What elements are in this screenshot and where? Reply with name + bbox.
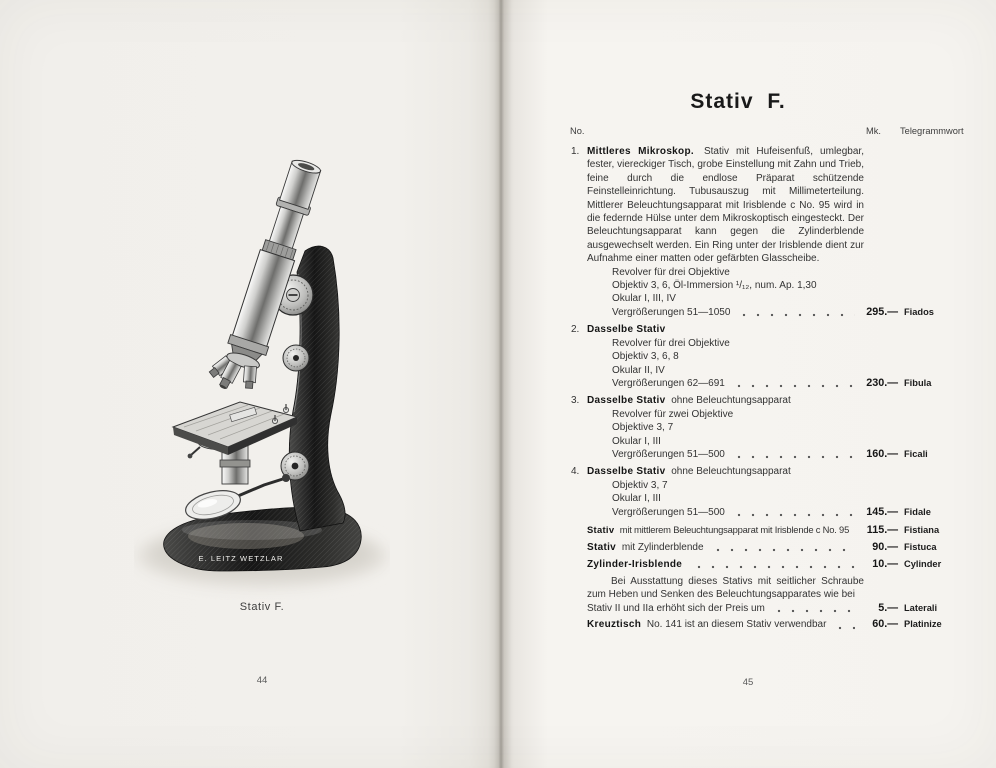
entry-lead: Stativ — [587, 523, 615, 535]
price-value: 90.— — [872, 540, 898, 553]
price-value: 160.— — [866, 447, 898, 460]
price-label — [587, 558, 685, 571]
item-lead: Dasselbe Stativ — [587, 324, 666, 336]
item-lead: Dasselbe Stativ — [587, 466, 666, 478]
item-number: 2. — [571, 324, 580, 336]
spec-line: Okular I, III — [612, 493, 661, 505]
dot-leader — [831, 622, 855, 632]
spec-line: Revolver für drei Objektive — [612, 266, 730, 278]
price-row — [587, 618, 966, 631]
spec-line: Revolver für drei Objektive — [612, 337, 730, 349]
spec-line: Objektiv 3, 6, Öl-Immersion ¹/₁₂, num. Ap. 1,30 — [612, 280, 817, 292]
telegram-word: Fistiana — [904, 524, 940, 535]
price-value: 10.— — [872, 557, 898, 570]
price-value: 60.— — [872, 618, 898, 631]
price-row — [612, 448, 966, 461]
dot-leader — [770, 605, 855, 615]
price-value: 230.— — [866, 376, 898, 389]
catalog-entry — [570, 145, 966, 319]
price-value: 115.— — [866, 523, 898, 536]
figure-caption: Stativ F. — [239, 601, 285, 613]
telegram-word: Platinize — [904, 619, 942, 630]
telegram-word: Ficali — [904, 448, 928, 459]
telegram-word: Fistuca — [904, 541, 937, 552]
pinion-knob — [283, 345, 309, 371]
item-lead: Dasselbe Stativ — [587, 395, 666, 407]
price-row — [587, 523, 966, 537]
price-row — [587, 558, 966, 571]
column-header-no: No. — [570, 126, 585, 136]
price-label: Vergrößerungen 62—691 — [612, 377, 725, 389]
column-header-telegram: Telegrammwort — [900, 126, 964, 136]
catalog-entry — [570, 523, 966, 537]
item-specs — [612, 266, 966, 306]
page-number-left: 44 — [256, 675, 268, 686]
dot-leader — [709, 544, 855, 554]
note-paragraph: Bei Ausstattung dieses Stativs mit seitlicher Schraube zum Heben und Senken des Beleuchtungsapparates wie bei — [587, 575, 864, 601]
item-number: 4. — [571, 466, 580, 478]
price-value: 145.— — [866, 505, 898, 518]
spec-line: Okular I, III, IV — [612, 293, 676, 305]
catalog-entries — [570, 145, 966, 635]
item-number: 1. — [571, 146, 580, 157]
price-label: Stativ II und IIa erhöht sich der Preis um — [587, 602, 765, 614]
price-row — [612, 377, 966, 390]
price-label: Vergrößerungen 51—500 — [612, 506, 725, 518]
price-row — [587, 541, 966, 554]
dot-leader — [735, 309, 855, 319]
price-label: Stativ mit Zylinderblende — [587, 541, 704, 553]
spec-line: Objektiv 3, 6, 8 — [612, 351, 679, 363]
price-row — [612, 306, 966, 319]
dot-leader — [730, 451, 855, 461]
entry-lead: Kreuztisch — [587, 619, 642, 631]
spec-line: Revolver für zwei Objektive — [612, 408, 734, 420]
dot-leader — [730, 380, 855, 390]
dot-leader — [690, 561, 855, 571]
dot-leader — [851, 527, 858, 537]
price-label: Vergrößerungen 51—500 — [612, 448, 725, 460]
page-number-right: 45 — [742, 677, 754, 688]
item-specs — [612, 337, 966, 377]
item-number: 3. — [571, 395, 580, 407]
telegram-word: Fiados — [904, 306, 934, 317]
item-heading: Dasselbe Stativ ohne Beleuchtungsapparat — [587, 466, 791, 478]
telegram-word: Laterali — [904, 602, 938, 613]
dot-leader — [730, 509, 855, 519]
price-row — [587, 602, 966, 615]
microscope-illustration — [134, 144, 390, 600]
objective-right — [243, 366, 257, 389]
base-label: E. LEITZ WETZLAR — [198, 554, 284, 563]
stage — [173, 402, 297, 455]
page-title: Stativ F. — [690, 90, 786, 113]
telegram-word: Fibula — [904, 377, 932, 388]
catalog-entry — [570, 394, 966, 461]
catalog-entry — [570, 575, 966, 615]
telegram-word: Fidale — [904, 506, 931, 517]
telegram-word: Cylinder — [904, 558, 942, 569]
catalog-entry — [570, 465, 966, 519]
item-specs — [612, 479, 966, 506]
price-label: Kreuztisch No. 141 ist an diesem Stativ verwendbar — [587, 619, 827, 631]
item-heading — [587, 323, 966, 336]
spec-line: Okular I, III — [612, 435, 661, 447]
spec-line: Objektive 3, 7 — [612, 422, 674, 434]
entry-lead: Stativ — [587, 541, 617, 553]
spec-line: Okular II, IV — [612, 364, 665, 376]
right-page — [500, 0, 996, 768]
spec-line: Objektiv 3, 7 — [612, 479, 668, 491]
catalog-entry — [570, 558, 966, 571]
catalog-entry — [570, 541, 966, 554]
item-specs — [612, 408, 966, 448]
price-row — [612, 506, 966, 519]
item-paragraph: Mittleres Mikroskop. Stativ mit Hufeisenfuß, umlegbar, fester, viereckiger Tisch, grobe Einstellung mit Zahn und Trieb, feine durch die endlose Präparat schützende Feinstelleinrichtung. Tubusauszug mit Millimeterteilung. Mittlerer Beleuchtungsapparat mit Irisblende c No. 95 wird in die federnde Hülse unter dem Mikroskoptisch eingesteckt. Der Beleuchtungsapparat kann gegen die Zylinderblende ausgewechselt werden. Ein Ring unter der Irisblende dient zur Aufnahme einer matten oder gefärbten Glasscheibe. — [587, 146, 864, 265]
item-heading: Dasselbe Stativ ohne Beleuchtungsapparat — [587, 395, 791, 407]
catalog-entry — [570, 618, 966, 631]
price-value: 5.— — [878, 601, 898, 614]
catalog-entry — [570, 323, 966, 390]
item-lead: Mittleres Mikroskop. — [587, 146, 694, 157]
column-header-mk: Mk. — [866, 126, 881, 136]
entry-lead: Zylinder-Irisblende — [587, 558, 683, 570]
price-label: Stativ mit mittlerem Beleuchtungsapparat mit Irisblende c No. 95 — [587, 523, 850, 535]
price-label: Vergrößerungen 51—1050 — [612, 306, 731, 318]
price-value: 295.— — [866, 305, 898, 318]
